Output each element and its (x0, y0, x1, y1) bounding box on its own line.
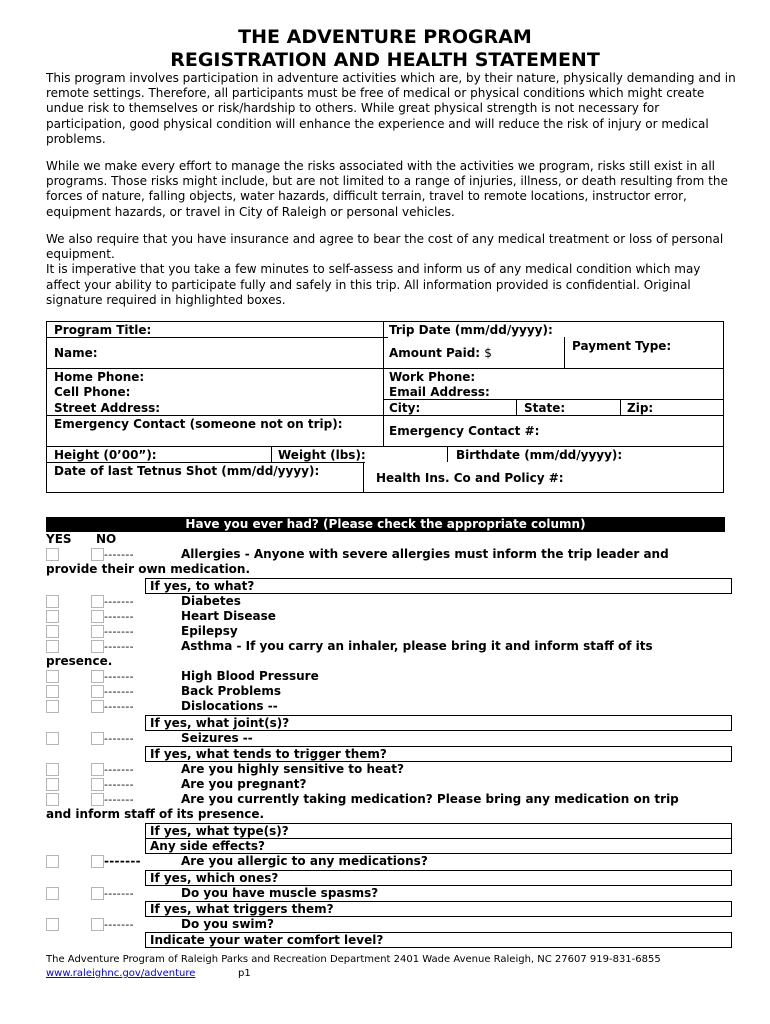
amount-paid-label[interactable] (389, 346, 492, 360)
participant-info-table (46, 321, 724, 493)
dash-leader: ------- (104, 732, 134, 745)
dash-leader: ------- (104, 887, 134, 900)
health-section-header: Have you ever had? (Please check the appropriate column) (46, 517, 725, 532)
street-address-label[interactable]: Street Address: (54, 401, 161, 415)
intro-text-1: This program involves participation in adventure activities which are, by their nature, physically demanding and in remote settings. Therefore, all participants must be free of medical or physical conditions which might create undue risk to themselves or risk/hardship to others. While great physical strength is not necessary for participation, good physical condition will enhance the experience and will reduce the risk of injury or medical problems. (46, 71, 736, 146)
seizures-question: Seizures -- (181, 731, 253, 745)
question-row-epilepsy (0, 624, 770, 639)
question-row-back (0, 684, 770, 699)
dash-leader: ------- (104, 610, 134, 623)
question-row-heat (0, 762, 770, 777)
epilepsy-question: Epilepsy (181, 624, 238, 638)
birthdate-label[interactable]: Birthdate (mm/dd/yyyy): (456, 448, 623, 462)
heat-yes-checkbox[interactable] (46, 763, 59, 776)
dash-leader: ------- (104, 640, 134, 653)
dash-leader: ------- (104, 548, 134, 561)
program-title-label[interactable]: Program Title: (54, 323, 152, 337)
intro-paragraph-3 (46, 232, 736, 308)
dislocations-detail-field[interactable]: If yes, what joint(s)? (145, 715, 732, 731)
blood-pressure-question: High Blood Pressure (181, 669, 319, 683)
dislocations-question: Dislocations -- (181, 699, 278, 713)
medication-yes-checkbox[interactable] (46, 793, 59, 806)
epilepsy-no-checkbox[interactable] (91, 625, 104, 638)
blood-pressure-no-checkbox[interactable] (91, 670, 104, 683)
back-no-checkbox[interactable] (91, 685, 104, 698)
medication-question-continued: and inform staff of its presence. (46, 807, 265, 821)
question-row-asthma (0, 639, 770, 654)
seizures-detail-field[interactable]: If yes, what tends to trigger them? (145, 746, 732, 762)
emergency-contact-label[interactable]: Emergency Contact (someone not on trip): (54, 417, 343, 431)
allergic-meds-detail-field[interactable]: If yes, which ones? (145, 870, 732, 886)
amount-paid-text: Amount Paid: (389, 346, 481, 360)
seizures-no-checkbox[interactable] (91, 732, 104, 745)
diabetes-question: Diabetes (181, 594, 241, 608)
currency-symbol: $ (484, 346, 492, 360)
rule (564, 337, 565, 368)
asthma-question-continued: presence. (46, 654, 113, 668)
rule (47, 462, 365, 463)
intro-text-3a: We also require that you have insurance and agree to bear the cost of any medical treatment or loss of personal equipment. (46, 232, 724, 262)
medication-no-checkbox[interactable] (91, 793, 104, 806)
state-label[interactable]: State: (524, 401, 566, 415)
spasms-no-checkbox[interactable] (91, 887, 104, 900)
rule (447, 446, 448, 462)
dash-leader: ------- (104, 700, 134, 713)
allergies-no-checkbox[interactable] (91, 548, 104, 561)
spasms-question: Do you have muscle spasms? (181, 886, 379, 900)
insurance-label[interactable]: Health Ins. Co and Policy #: (376, 471, 564, 485)
name-label[interactable]: Name: (54, 346, 98, 360)
spasms-detail-field[interactable]: If yes, what triggers them? (145, 901, 732, 917)
page-number: p1 (238, 968, 251, 979)
rule (47, 415, 723, 416)
payment-type-label[interactable]: Payment Type: (572, 339, 672, 353)
program-title-heading: THE ADVENTURE PROGRAM (238, 26, 532, 48)
asthma-question: Asthma - If you carry an inhaler, please bring it and inform staff of its (181, 639, 653, 653)
footer-website-link[interactable]: www.raleighnc.gov/adventure (46, 968, 196, 979)
question-row-diabetes (0, 594, 770, 609)
back-yes-checkbox[interactable] (46, 685, 59, 698)
dash-leader: ------- (104, 625, 134, 638)
rule (383, 399, 723, 400)
heat-question: Are you highly sensitive to heat? (181, 762, 404, 776)
rule (47, 368, 723, 369)
rule (620, 399, 621, 415)
zip-label[interactable]: Zip: (627, 401, 654, 415)
work-phone-label[interactable]: Work Phone: (389, 370, 476, 384)
allergic-meds-no-checkbox[interactable] (91, 855, 104, 868)
intro-text-3b: It is imperative that you take a few minutes to self-assess and inform us of any medical condition which may affect your ability to participate fully and safely in this trip. All information provided is confidential. Original signature required in highlighted boxes. (46, 262, 701, 307)
question-row-pregnant (0, 777, 770, 792)
footer-address: The Adventure Program of Raleigh Parks and Recreation Department 2401 Wade Avenue Raleigh, NC 27607 919-831-6855 (46, 954, 661, 965)
intro-text-2: While we make every effort to manage the risks associated with the activities we program, risks still exist in all programs. Those risks might include, but are not limited to a range of injuries, illness, or death resulting from the forces of nature, falling objects, water hazards, difficult terrain, travel to remote locations, instructor error, equipment hazards, or travel in City of Raleigh or personal vehicles. (46, 159, 728, 219)
height-label[interactable]: Height (0’00”): (54, 448, 157, 462)
tetanus-label[interactable]: Date of last Tetnus Shot (mm/dd/yyyy): (54, 464, 320, 478)
swim-no-checkbox[interactable] (91, 918, 104, 931)
question-row-allergies (0, 547, 770, 562)
email-label[interactable]: Email Address: (389, 385, 490, 399)
dash-leader: ------- (104, 918, 134, 931)
allergic-meds-yes-checkbox[interactable] (46, 855, 59, 868)
allergies-question-continued: provide their own medication. (46, 562, 251, 576)
pregnant-question: Are you pregnant? (181, 777, 307, 791)
pregnant-no-checkbox[interactable] (91, 778, 104, 791)
rule (363, 462, 364, 492)
no-column-header: NO (96, 532, 117, 546)
allergies-detail-field[interactable]: If yes, to what? (145, 578, 732, 594)
blood-pressure-yes-checkbox[interactable] (46, 670, 59, 683)
medication-types-field[interactable]: If yes, what type(s)? (145, 823, 732, 839)
heart-question: Heart Disease (181, 609, 276, 623)
dash-leader: ------- (104, 670, 134, 683)
allergies-question: Allergies - Anyone with severe allergies must inform the trip leader and (181, 547, 669, 561)
allergies-yes-checkbox[interactable] (46, 548, 59, 561)
allergic-meds-question: Are you allergic to any medications? (181, 854, 428, 868)
diabetes-no-checkbox[interactable] (91, 595, 104, 608)
question-row-dislocations (0, 699, 770, 714)
emergency-number-label[interactable]: Emergency Contact #: (389, 424, 540, 438)
medication-question: Are you currently taking medication? Please bring any medication on trip (181, 792, 679, 806)
dash-leader: ------- (104, 854, 141, 868)
weight-label[interactable]: Weight (lbs): (278, 448, 366, 462)
cell-phone-label[interactable]: Cell Phone: (54, 385, 131, 399)
back-question: Back Problems (181, 684, 281, 698)
question-row-seizures (0, 731, 770, 746)
side-effects-field[interactable]: Any side effects? (145, 838, 732, 854)
city-label[interactable]: City: (389, 401, 421, 415)
heart-yes-checkbox[interactable] (46, 610, 59, 623)
dislocations-no-checkbox[interactable] (91, 700, 104, 713)
seizures-yes-checkbox[interactable] (46, 732, 59, 745)
rule (383, 322, 384, 446)
trip-date-label[interactable]: Trip Date (mm/dd/yyyy): (389, 323, 553, 337)
dislocations-yes-checkbox[interactable] (46, 700, 59, 713)
question-row-allergic-meds (0, 854, 770, 869)
dash-leader: ------- (104, 595, 134, 608)
swim-question: Do you swim? (181, 917, 274, 931)
intro-paragraph-1 (46, 71, 736, 147)
swim-yes-checkbox[interactable] (46, 918, 59, 931)
epilepsy-yes-checkbox[interactable] (46, 625, 59, 638)
question-row-blood-pressure (0, 669, 770, 684)
rule (47, 446, 723, 447)
dash-leader: ------- (104, 778, 134, 791)
pregnant-yes-checkbox[interactable] (46, 778, 59, 791)
spasms-yes-checkbox[interactable] (46, 887, 59, 900)
asthma-yes-checkbox[interactable] (46, 640, 59, 653)
heart-no-checkbox[interactable] (91, 610, 104, 623)
rule (47, 337, 388, 338)
water-comfort-field[interactable]: Indicate your water comfort level? (145, 932, 732, 948)
dash-leader: ------- (104, 763, 134, 776)
asthma-no-checkbox[interactable] (91, 640, 104, 653)
rule (516, 399, 517, 415)
intro-paragraph-2 (46, 159, 736, 220)
form-title-heading: REGISTRATION AND HEALTH STATEMENT (170, 49, 600, 71)
home-phone-label[interactable]: Home Phone: (54, 370, 145, 384)
question-row-swim (0, 917, 770, 932)
dash-leader: ------- (104, 793, 134, 806)
diabetes-yes-checkbox[interactable] (46, 595, 59, 608)
dash-leader: ------- (104, 685, 134, 698)
question-row-heart (0, 609, 770, 624)
yes-column-header: YES (46, 532, 72, 546)
question-row-spasms (0, 886, 770, 901)
question-row-medication (0, 792, 770, 807)
rule (271, 446, 272, 462)
heat-no-checkbox[interactable] (91, 763, 104, 776)
